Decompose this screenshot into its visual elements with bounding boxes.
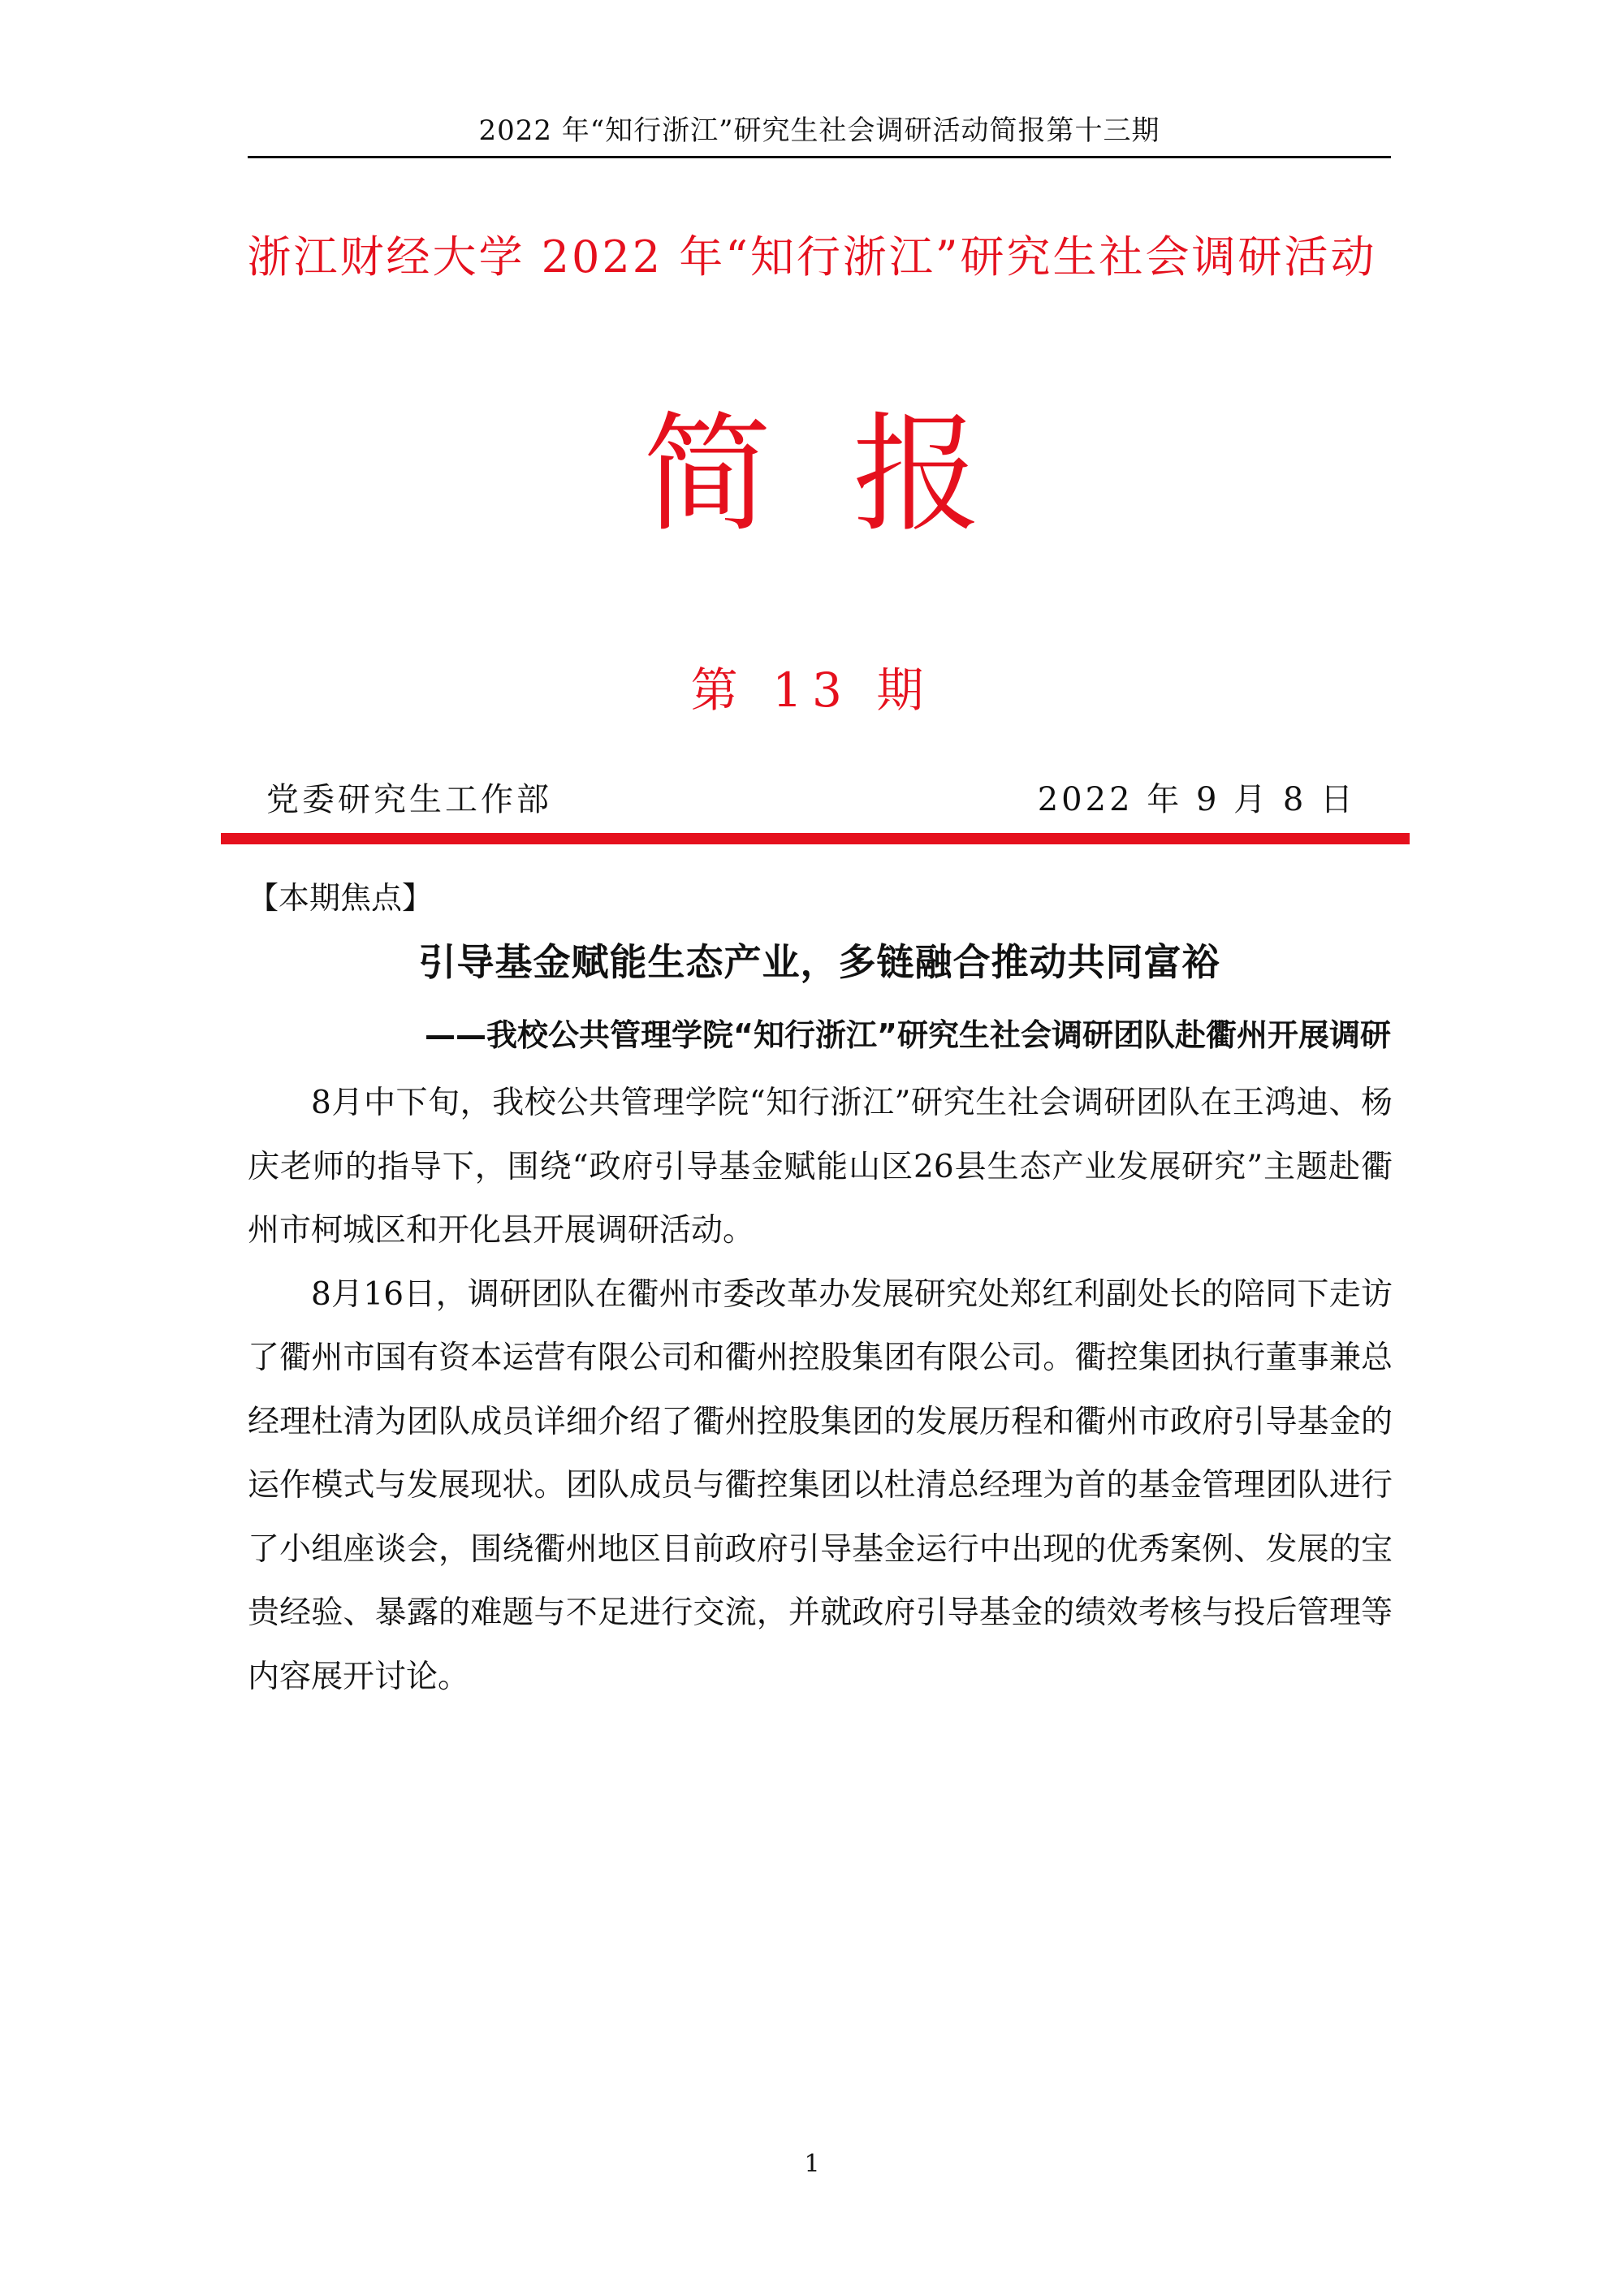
article-subtitle: ——我校公共管理学院“知行浙江”研究生社会调研团队赴衢州开展调研 (425, 1017, 1391, 1053)
page-number: 1 (804, 2150, 820, 2178)
article-paragraph: 8月中下旬，我校公共管理学院“知行浙江”研究生社会调研团队在王鸿迪、杨庆老师的指导下，围绕“政府引导基金赋能山区26县生态产业发展研究”主题赴衢州市柯城区和开化县开展调研活动。 (248, 1085, 1393, 1249)
article-title: 引导基金赋能生态产业，多链融合推动共同富裕 (418, 940, 1220, 984)
red-divider (221, 833, 1410, 844)
masthead-title: 简报 (643, 400, 1062, 550)
focus-label: 【本期焦点】 (248, 880, 434, 916)
article-body (248, 1072, 1393, 1709)
article-paragraph: 8月16日，调研团队在衢州市委改革办发展研究处郑红利副处长的陪同下走访了衢州市国有资本运营有限公司和衢州控股集团有限公司。衢控集团执行董事兼总经理杜清为团队成员详细介绍了衢州控股集团的发展历程和衢州市政府引导基金的运作模式与发展现状。团队成员与衢控集团以杜清总经理为首的基金管理团队进行了小组座谈会，围绕衢州地区目前政府引导基金运行中出现的优秀案例、发展的宝贵经验、暴露的难题与不足进行交流，并就政府引导基金的绩效考核与投后管理等内容展开讨论。 (248, 1275, 1393, 1695)
running-header: 2022 年“知行浙江”研究生社会调研活动简报第十三期 (478, 114, 1160, 147)
issue-date: 2022 年 9 月 8 日 (1037, 781, 1356, 818)
header-divider (248, 156, 1391, 158)
organization-title: 浙江财经大学 2022 年“知行浙江”研究生社会调研活动 (247, 231, 1377, 283)
issue-number: 第 13 期 (690, 662, 934, 718)
issuing-department: 党委研究生工作部 (266, 781, 552, 818)
